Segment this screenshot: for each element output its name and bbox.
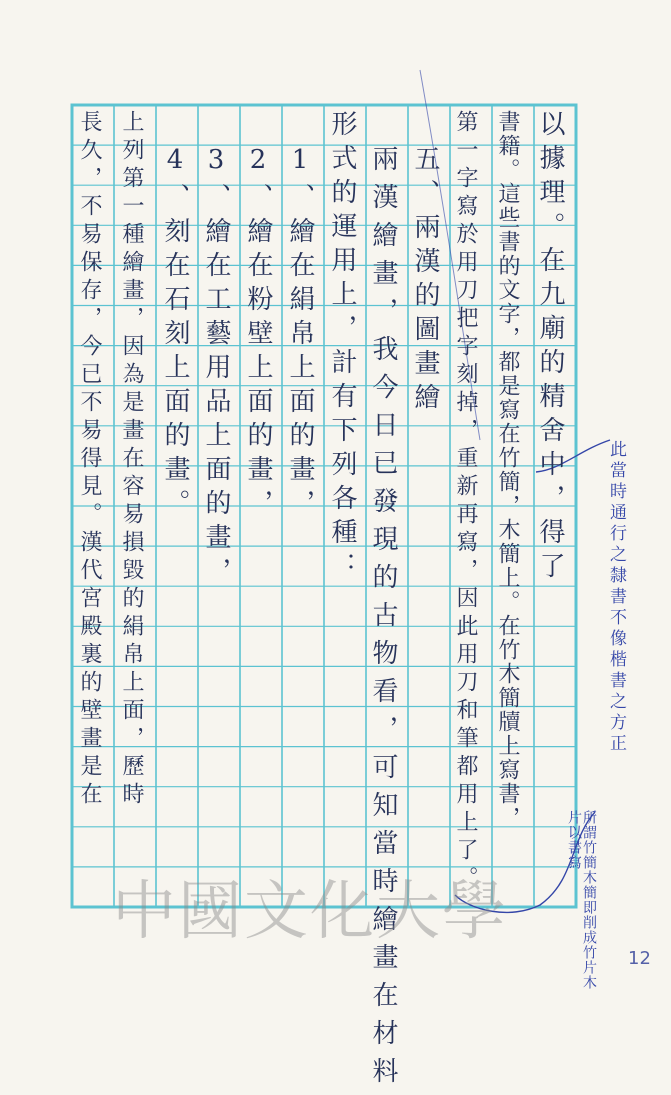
page-number: 12 (628, 948, 651, 969)
manuscript-column-11: 上列第一種繪畫，因為是畫在容易損毀的絹帛上面，歷時 (119, 110, 144, 810)
manuscript-column-8: 2、繪在粉壁上面的畫， (243, 145, 273, 523)
university-watermark: 中國文化大學 (112, 875, 508, 949)
manuscript-column-9: 3、繪在工藝用品上面的畫， (201, 145, 231, 591)
manuscript-column-5: 兩漢繪畫，我今日已發現的古物看，可知當時繪畫在材料 (368, 145, 398, 1095)
margin-note-1: 此當時通行之隸書不像楷書之方正 (606, 440, 626, 755)
manuscript-column-12: 長久，不易保存，今已不易得見。漢代宮殿裏的壁畫是在 (77, 110, 102, 810)
manuscript-column-1: 以據理。在九廟的精舍中，得了 (535, 110, 565, 586)
manuscript-column-4: 五、兩漢的圖畫繪 (410, 145, 440, 417)
manuscript-column-7: 1、繪在絹帛上面的畫， (285, 145, 315, 523)
margin-note-2: 所謂竹簡木簡即削成竹片木片以書寫 (566, 810, 597, 990)
manuscript-column-2: 書籍。這些書的文字，都是寫在竹簡，木簡上。在竹木簡牘上寫書， (495, 110, 520, 830)
manuscript-column-10: 4、刻在石刻上面的畫。 (160, 145, 190, 523)
manuscript-column-3: 第一字寫於用刀把字刻掉，重新再寫，因此用刀和筆都用上了。 (453, 110, 478, 894)
manuscript-column-6: 形式的運用上，計有下列各種： (327, 110, 357, 586)
